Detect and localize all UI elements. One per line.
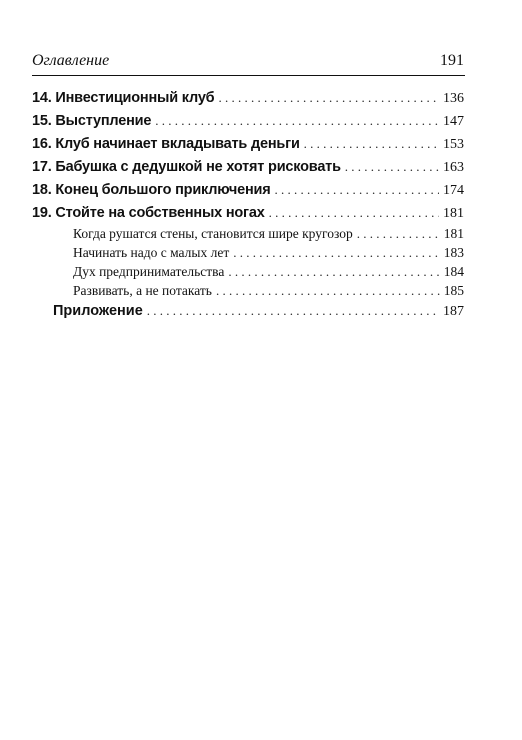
toc-entry-chapter-18[interactable] xyxy=(32,178,464,201)
dot-leader xyxy=(228,262,439,281)
toc-entry-page: 187 xyxy=(443,304,464,319)
toc-subentry-page: 183 xyxy=(443,245,464,260)
running-header-title: Оглавление xyxy=(32,52,110,69)
toc-entry-title: 19. Стойте на собственных ногах xyxy=(32,205,265,221)
toc-entry-title: 17. Бабушка с дедушкой не хотят рисковать xyxy=(32,159,341,175)
toc-subentry-2[interactable] xyxy=(32,243,464,262)
toc-subentry-title: Дух предпринимательства xyxy=(73,264,225,279)
toc-entry-chapter-17[interactable] xyxy=(32,155,464,178)
toc-entry-page: 163 xyxy=(443,160,464,175)
toc-entry-title: 14. Инвестиционный клуб xyxy=(32,90,215,106)
toc-entry-appendix[interactable] xyxy=(32,300,464,322)
dot-leader xyxy=(304,132,439,155)
running-header xyxy=(32,52,464,74)
toc-entry-page: 174 xyxy=(443,183,464,198)
toc-entry-chapter-16[interactable] xyxy=(32,132,464,155)
dot-leader xyxy=(269,201,439,224)
toc-entry-chapter-15[interactable] xyxy=(32,109,464,132)
dot-leader xyxy=(218,86,439,109)
toc-entry-page: 136 xyxy=(443,91,464,106)
dot-leader xyxy=(345,155,439,178)
toc-subentry-page: 181 xyxy=(443,226,464,241)
dot-leader xyxy=(233,243,440,262)
toc-subentry-title: Когда рушатся стены, становится шире кругозор xyxy=(73,226,353,241)
toc-subentry-title: Развивать, а не потакать xyxy=(73,283,212,298)
table-of-contents xyxy=(32,86,464,322)
toc-entry-title: 18. Конец большого приключения xyxy=(32,182,271,198)
toc-entry-chapter-19[interactable] xyxy=(32,201,464,224)
toc-entry-title: Приложение xyxy=(53,303,143,319)
dot-leader xyxy=(275,178,439,201)
running-header-page-number: 191 xyxy=(440,52,464,69)
toc-subentry-4[interactable] xyxy=(32,281,464,300)
header-rule xyxy=(32,75,465,76)
toc-entry-chapter-14[interactable] xyxy=(32,86,464,109)
toc-entry-page: 153 xyxy=(443,137,464,152)
toc-entry-page: 147 xyxy=(443,114,464,129)
toc-subentry-page: 184 xyxy=(443,264,464,279)
dot-leader xyxy=(216,281,440,300)
dot-leader xyxy=(155,109,439,132)
toc-subentry-page: 185 xyxy=(443,283,464,298)
toc-entry-page: 181 xyxy=(443,206,464,221)
toc-subentry-1[interactable] xyxy=(32,224,464,243)
dot-leader xyxy=(357,224,440,243)
toc-entry-title: 15. Выступление xyxy=(32,113,152,129)
toc-subentry-3[interactable] xyxy=(32,262,464,281)
toc-entry-title: 16. Клуб начинает вкладывать деньги xyxy=(32,136,300,152)
toc-subentry-title: Начинать надо с малых лет xyxy=(73,245,230,260)
dot-leader xyxy=(147,300,439,322)
